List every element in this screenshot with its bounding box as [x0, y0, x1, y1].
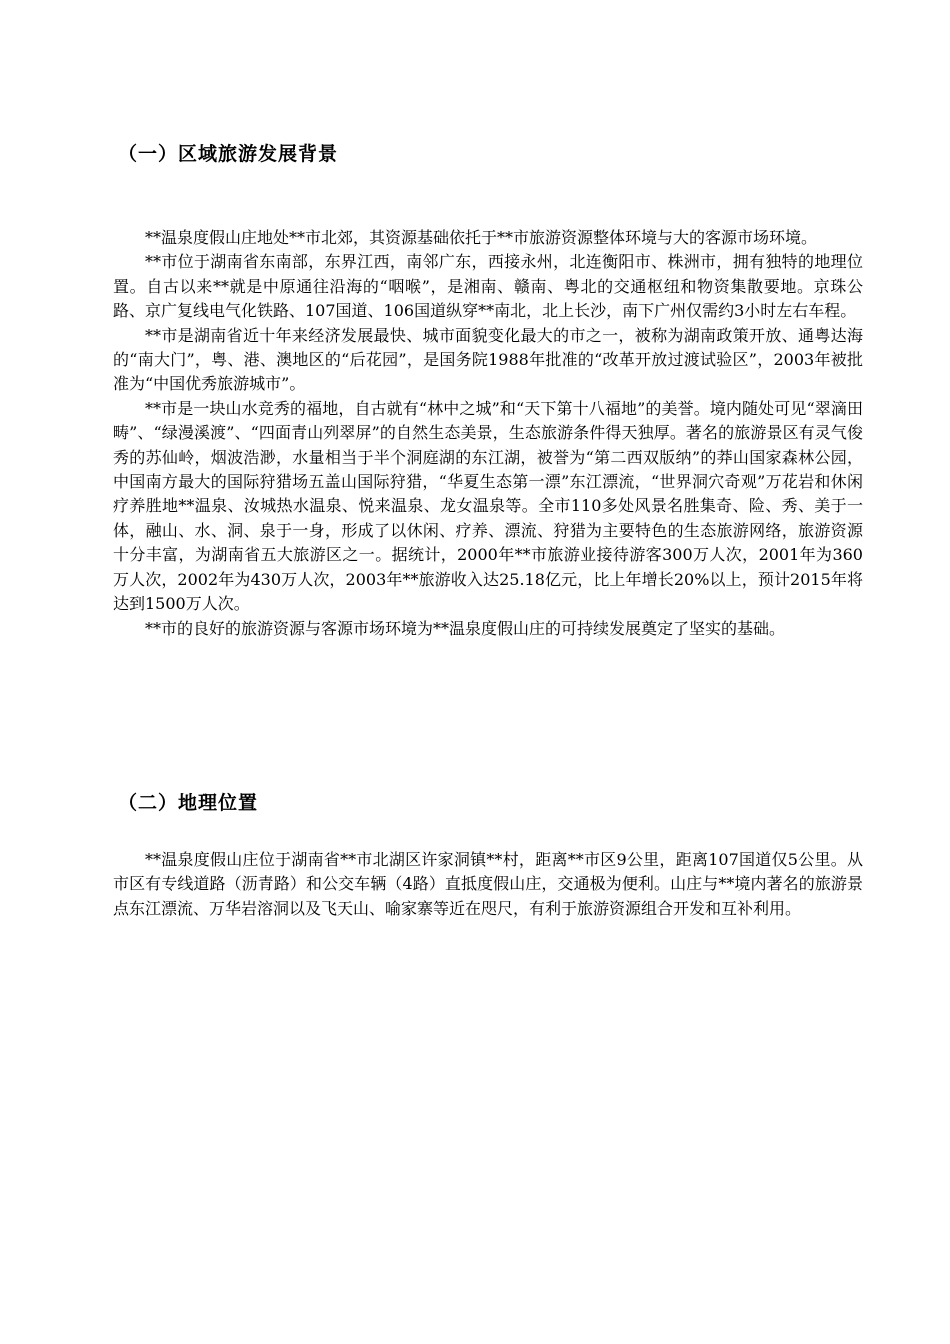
- section-1-paragraph-2: **市位于湖南省东南部，东界江西，南邻广东，西接永州，北连衡阳市、株洲市，拥有独特的地理位置。自古以来**就是中原通往沿海的“咽喉”，是湘南、赣南、粤北的交通枢纽和物资集散要地。京珠公路、京广复线电气化铁路、107国道、106国道纵穿**南北，北上长沙，南下广州仅需约3小时左右车程。: [113, 252, 863, 321]
- section-1-paragraph-1: **温泉度假山庄地处**市北郊，其资源基础依托于**市旅游资源整体环境与大的客源市场环境。: [145, 228, 818, 247]
- section-1-paragraph-5: **市的良好的旅游资源与客源市场环境为**温泉度假山庄的可持续发展奠定了坚实的基础。: [145, 618, 786, 638]
- section-1-body: [113, 226, 863, 641]
- section-1-paragraph-3: **市是湖南省近十年来经济发展最快、城市面貌变化最大的市之一，被称为湖南政策开放、通粤达海的“南大门”，粤、港、澳地区的“后花园”，是国务院1988年批准的“改革开放过渡试验区”，2003年被批准为“中国优秀旅游城市”。: [113, 325, 863, 394]
- section-2-body: [113, 848, 863, 921]
- section-2-heading: （二）地理位置: [118, 792, 259, 814]
- section-1-paragraph-4: **市是一块山水竞秀的福地，自古就有“林中之城”和“天下第十八福地”的美誉。境内随处可见“翠滴田畴”、“绿漫溪渡”、“四面青山列翠屏”的自然生态美景，生态旅游条件得天独厚。著名的旅游景区有灵气俊秀的苏仙岭，烟波浩渺，水量相当于半个洞庭湖的东江湖，被誉为“第二西双版纳”的莽山国家森林公园，中国南方最大的国际狩猎场五盖山国际狩猎，“华夏生态第一漂”东江漂流，“世界洞穴奇观”万花岩和休闲疗养胜地**温泉、汝城热水温泉、悦来温泉、龙女温泉等。全市110多处风景名胜集奇、险、秀、美于一体，融山、水、洞、泉于一身，形成了以休闲、疗养、漂流、狩猎为主要特色的生态旅游网络，旅游资源十分丰富，为湖南省五大旅游区之一。据统计，2000年**市旅游业接待游客300万人次，2001年为360万人次，2002年为430万人次，2003年**旅游收入达25.18亿元，比上年增长20%以上，预计2015年将达到1500万人次。: [113, 398, 863, 614]
- section-1-heading: （一）区域旅游发展背景: [118, 143, 339, 165]
- section-2-paragraph-1: **温泉度假山庄位于湖南省**市北湖区许家洞镇**村，距离**市区9公里，距离107国道仅5公里。从市区有专线道路（沥青路）和公交车辆（4路）直抵度假山庄，交通极为便利。山庄与**境内著名的旅游景点东江漂流、万华岩溶洞以及飞天山、喻家寨等近在咫尺，有利于旅游资源组合开发和互补利用。: [113, 850, 863, 918]
